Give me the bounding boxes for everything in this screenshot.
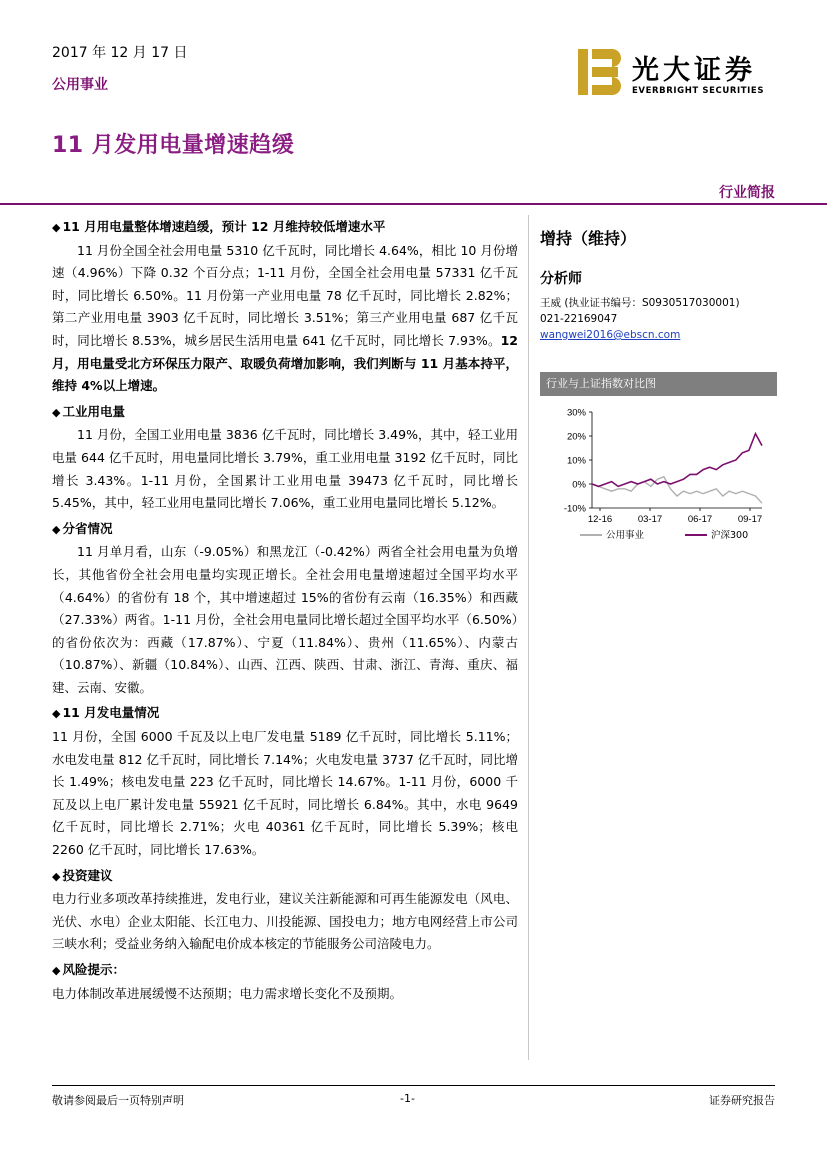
footer-report-type: 证券研究报告 (709, 1094, 775, 1107)
section-body: 11 月份，全国工业用电量 3836 亿千瓦时，同比增长 3.49%，其中，轻工业用电量 644 亿千瓦时，用电量同比增长 3.79%，重工业用电量 3192 亿千瓦时，同比增长 3.43%。1-11 月份，全国累计工业用电量 39473 亿千瓦时，同比增长 5.45%，其中，轻工业用电量同比增长 7.06%，重工业用电量同比增长 5.12%。 (52, 427, 518, 511)
x-tick-label: 09-17 (737, 514, 763, 525)
report-type-label: 行业简报 (719, 185, 775, 201)
y-tick-label: 20% (566, 431, 586, 443)
sector-label: 公用事业 (52, 77, 108, 93)
analyst-phone: 021-22169047 (540, 313, 618, 325)
body-conclusion: 12 月，用电量受北方环保压力限产、取暖负荷增加影响，我们判断与 11 月基本持平，维持 4%以上增速。 (52, 332, 518, 394)
section-heading (52, 216, 518, 240)
legend-label: 沪深300 (711, 530, 749, 541)
section-risk (52, 959, 518, 1005)
body-text: 11 月份全国全社会用电量 5310 亿千瓦时，同比增长 4.64%，相比 10 月份增速（4.96%）下降 0.32 个百分点；1-11 月份，全国全社会用电量 57331 亿千瓦时，同比增长 6.50%。11 月份第一产业用电量 78 亿千瓦时，同比增长 2.82%；第二产业用电量 3903 亿千瓦时，同比增长 3.51%；第三产业用电量 687 亿千瓦时，同比增长 8.53%，城乡居民生活用电量 641 亿千瓦时，同比增长 7.93%。 (52, 242, 518, 348)
comparison-chart (540, 398, 777, 553)
diamond-bullet-icon: ◆ (52, 964, 61, 977)
everbright-logo-icon (578, 49, 624, 95)
section-heading (52, 401, 518, 425)
chart-title: 行业与上证指数对比图 (540, 372, 777, 396)
page-number: -1- (400, 1092, 415, 1105)
section-heading (52, 518, 518, 542)
analyst-name: 王威 (540, 297, 561, 309)
section-investment (52, 865, 518, 956)
diamond-bullet-icon: ◆ (52, 707, 61, 721)
section-heading-text: 风险提示： (62, 962, 125, 977)
section-generation (52, 702, 518, 861)
legend-label: 公用事业 (606, 530, 645, 541)
section-heading (52, 865, 518, 889)
logo-english-name: EVERBRIGHT SECURITIES (632, 86, 765, 96)
diamond-bullet-icon: ◆ (52, 405, 61, 419)
series-line-hs300 (592, 434, 762, 487)
section-heading-text: 11 月发电量情况 (62, 705, 160, 721)
logo-chinese-name: 光大证券 (632, 55, 756, 86)
x-tick-label: 12-16 (587, 514, 613, 525)
section-body (52, 240, 518, 398)
section-body: 电力行业多项改革持续推进，发电行业，建议关注新能源和可再生能源发电（风电、光伏、水电）企业太阳能、长江电力、川投能源、国投电力；地方电网经营上市公司三峡水利；受益业务纳入输配电价成本核定的节能服务公司涪陵电力。 (52, 891, 518, 952)
report-title: 11 月发用电量增速趋缓 (52, 133, 295, 158)
section-heading (52, 702, 518, 726)
chart-legend (580, 529, 748, 541)
section-heading-text: 分省情况 (62, 520, 113, 536)
column-divider (528, 215, 529, 1060)
y-tick-label: 0% (572, 479, 586, 491)
footer-disclaimer: 敬请参阅最后一页特别声明 (52, 1094, 184, 1107)
main-content (52, 216, 518, 1005)
diamond-bullet-icon: ◆ (52, 221, 61, 234)
rating: 增持（维持） (540, 229, 637, 248)
section-provinces (52, 518, 518, 700)
section-heading-text: 投资建议 (62, 867, 113, 883)
section-heading-text: 工业用电量 (62, 403, 125, 419)
y-tick-label: -10% (563, 503, 586, 515)
diamond-bullet-icon: ◆ (52, 869, 61, 883)
section-body: 11 月单月看，山东（-9.05%）和黑龙江（-0.42%）两省全社会用电量为负增长，其他省份全社会用电量均实现正增长。全社会用电量增速超过全国平均水平（4.64%）的省份有 18 个，其中增速超过 15%的省份有云南（16.35%）和西藏（27.33%）两省。1-11 月份，全社会用电量同比增长超过全国平均水平（6.50%）的省份依次为：西藏（17.87%）、宁夏（11.84%）、贵州（11.65%）、内蒙古（10.87%）、新疆（10.84%）、山西、江西、陕西、甘肃、浙江、青海、重庆、福建、云南、安徽。 (52, 544, 518, 695)
section-heading-text: 11 月用电量整体增速趋缓，预计 12 月维持较低增速水平 (62, 219, 386, 234)
analyst-heading: 分析师 (540, 271, 582, 287)
section-heading (52, 959, 518, 983)
section-industrial (52, 401, 518, 515)
x-tick-label: 06-17 (687, 514, 713, 525)
analyst-email-link[interactable]: wangwei2016@ebscn.com (540, 329, 681, 341)
y-tick-label: 30% (566, 407, 586, 419)
report-date: 2017 年 12 月 17 日 (52, 45, 188, 61)
section-body: 电力体制改革进展缓慢不达预期；电力需求增长变化不及预期。 (52, 985, 403, 1001)
x-tick-label: 03-17 (637, 514, 663, 525)
analyst-cert: (执业证书编号：S0930517030001) (564, 297, 740, 309)
footer-divider (52, 1085, 775, 1086)
header-divider (0, 203, 827, 205)
section-overview (52, 216, 518, 398)
y-tick-label: 10% (566, 455, 586, 467)
section-body: 11 月份，全国 6000 千瓦及以上电厂发电量 5189 亿千瓦时，同比增长 5.11%；水电发电量 812 亿千瓦时，同比增长 7.14%；火电发电量 3737 亿千瓦时，同比增长 1.49%；核电发电量 223 亿千瓦时，同比增长 14.67%。1-11 月份，6000 千瓦及以上电厂累计发电量 55921 亿千瓦时，同比增长 6.84%。其中，水电 9649 亿千瓦时，同比增长 2.71%；火电 40361 亿千瓦时，同比增长 5.39%；核电 2260 亿千瓦时，同比增长 17.63%。 (52, 729, 518, 858)
analyst-info (540, 295, 740, 343)
diamond-bullet-icon: ◆ (52, 522, 61, 536)
